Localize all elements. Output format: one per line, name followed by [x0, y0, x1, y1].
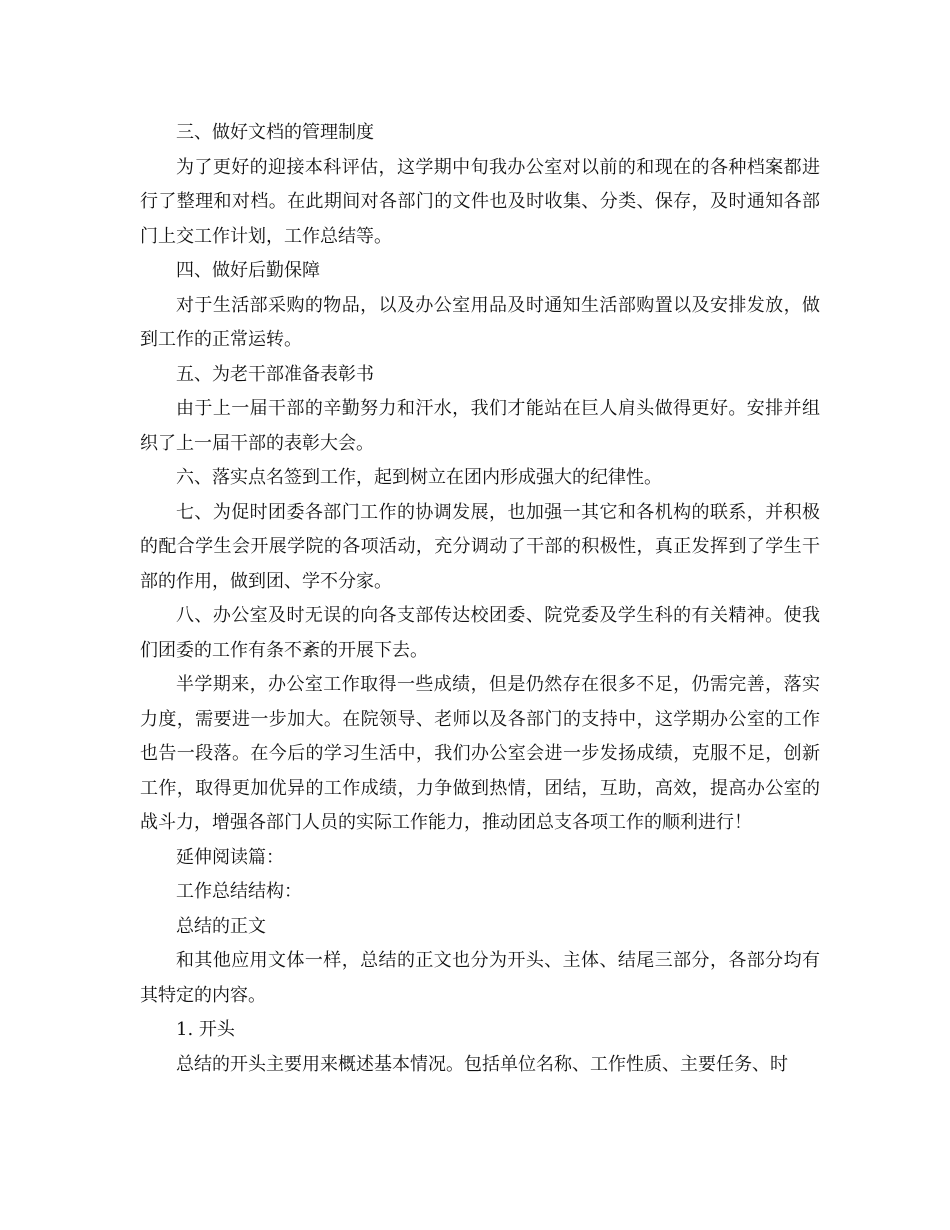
paragraph-commendation: 由于上一届干部的辛勤努力和汗水，我们才能站在巨人肩头做得更好。安排并组织了上一届干部的表彰大会。: [140, 398, 820, 454]
extended-reading-label: 延伸阅读篇：: [176, 846, 284, 868]
section-heading-archives: 三、做好文档的管理制度: [176, 122, 374, 143]
body-heading: 总结的正文: [176, 915, 266, 937]
paragraph-body-intro: 和其他应用文体一样，总结的正文也分为开头、主体、结尾三部分，各部分均有其特定的内容。: [140, 950, 820, 1006]
section-heading-commendation: 五、为老干部准备表彰书: [176, 363, 374, 385]
paragraph-archives: 为了更好的迎接本科评估，这学期中旬我办公室对以前的和现在的各种档案都进行了整理和对档。在此期间对各部门的文件也及时收集、分类、保存，及时通知各部门上交工作计划，工作总结等。: [140, 156, 820, 247]
opening-heading: 1. 开头: [176, 1019, 235, 1040]
paragraph-opening: 总结的开头主要用来概述基本情况。包括单位名称、工作性质、主要任务、时: [176, 1053, 788, 1075]
paragraph-logistics: 对于生活部采购的物品，以及办公室用品及时通知生活部购置以及安排发放，做到工作的正常运转。: [140, 294, 820, 350]
paragraph-summary: 半学期来，办公室工作取得一些成绩，但是仍然存在很多不足，仍需完善，落实力度，需要进一步加大。在院领导、老师以及各部门的支持中，这学期办公室的工作也告一段落。在今后的学习生活中，我们办公室会进一步发扬成绩，克服不足，创新工作，取得更加优异的工作成绩，力争做到热情，团结，互助，高效，提高办公室的战斗力，增强各部门人员的实际工作能力，推动团总支各项工作的顺利进行！: [140, 674, 820, 833]
section-item-seven: 七、为促时团委各部门工作的协调发展，也加强一其它和各机构的联系，并积极的配合学生会开展学院的各项活动，充分调动了干部的积极性，真正发挥到了学生干部的作用，做到团、学不分家。: [140, 501, 820, 592]
section-item-eight: 八、办公室及时无误的向各支部传达校团委、院党委及学生科的有关精神。使我们团委的工作有条不紊的开展下去。: [140, 605, 820, 661]
document-body: [140, 116, 820, 1082]
structure-heading: 工作总结结构：: [176, 881, 302, 902]
section-heading-logistics: 四、做好后勤保障: [176, 260, 320, 281]
section-item-six: 六、落实点名签到工作，起到树立在团内形成强大的纪律性。: [176, 467, 662, 488]
